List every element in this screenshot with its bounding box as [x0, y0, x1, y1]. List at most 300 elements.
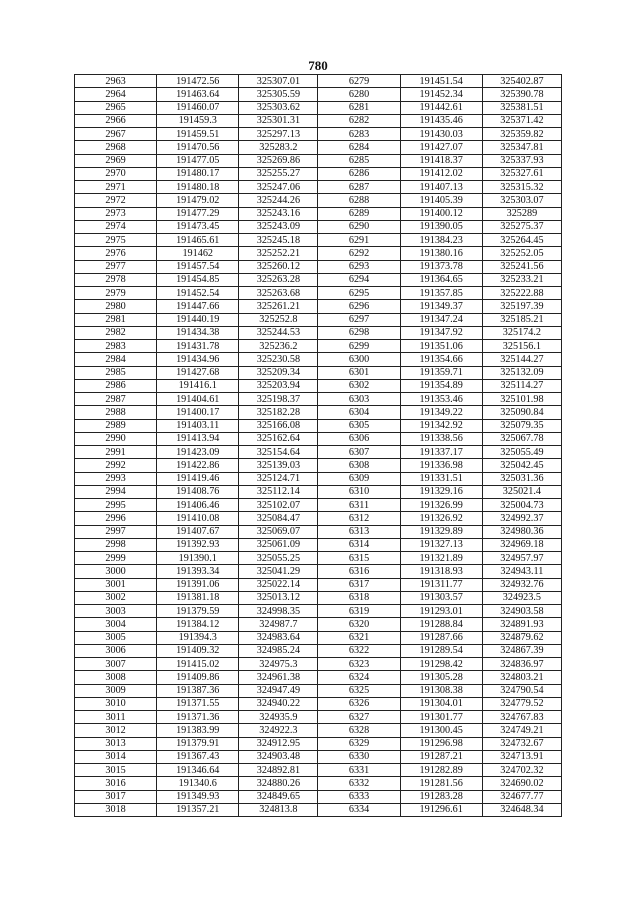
table-row — [75, 247, 562, 260]
x-coordinate-right-cell: 191318.93 — [400, 565, 482, 578]
x-coordinate-left-cell: 191371.55 — [157, 697, 239, 710]
x-coordinate-left-cell: 191434.38 — [157, 326, 239, 339]
point-number-left-cell: 3000 — [75, 565, 157, 578]
table-row — [75, 578, 562, 591]
y-coordinate-right-cell: 324943.11 — [482, 565, 561, 578]
table-row — [75, 618, 562, 631]
point-number-right-cell: 6293 — [318, 260, 400, 273]
point-number-left-cell: 3015 — [75, 764, 157, 777]
point-number-right-cell: 6318 — [318, 591, 400, 604]
point-number-right-cell: 6334 — [318, 803, 400, 816]
x-coordinate-left-cell: 191477.29 — [157, 207, 239, 220]
y-coordinate-left-cell: 325230.58 — [239, 353, 318, 366]
point-number-right-cell: 6313 — [318, 525, 400, 538]
coordinates-table-body — [75, 75, 562, 817]
x-coordinate-right-cell: 191296.98 — [400, 737, 482, 750]
x-coordinate-right-cell: 191329.16 — [400, 485, 482, 498]
point-number-right-cell: 6303 — [318, 393, 400, 406]
y-coordinate-left-cell: 325245.18 — [239, 234, 318, 247]
x-coordinate-left-cell: 191459.3 — [157, 114, 239, 127]
x-coordinate-left-cell: 191400.17 — [157, 406, 239, 419]
y-coordinate-left-cell: 325303.62 — [239, 101, 318, 114]
table-row — [75, 512, 562, 525]
y-coordinate-left-cell: 325260.12 — [239, 260, 318, 273]
x-coordinate-right-cell: 191289.54 — [400, 644, 482, 657]
x-coordinate-right-cell: 191418.37 — [400, 154, 482, 167]
point-number-right-cell: 6305 — [318, 419, 400, 432]
point-number-right-cell: 6319 — [318, 605, 400, 618]
point-number-left-cell: 2969 — [75, 154, 157, 167]
x-coordinate-right-cell: 191331.51 — [400, 472, 482, 485]
y-coordinate-left-cell: 324940.22 — [239, 697, 318, 710]
point-number-left-cell: 2982 — [75, 326, 157, 339]
y-coordinate-right-cell: 324749.21 — [482, 724, 561, 737]
y-coordinate-left-cell: 324892.81 — [239, 764, 318, 777]
y-coordinate-right-cell: 325090.84 — [482, 406, 561, 419]
y-coordinate-left-cell: 325154.64 — [239, 446, 318, 459]
point-number-right-cell: 6330 — [318, 750, 400, 763]
table-row — [75, 684, 562, 697]
table-row — [75, 777, 562, 790]
point-number-right-cell: 6289 — [318, 207, 400, 220]
x-coordinate-right-cell: 191430.03 — [400, 128, 482, 141]
y-coordinate-right-cell: 325042.45 — [482, 459, 561, 472]
y-coordinate-right-cell: 325055.49 — [482, 446, 561, 459]
x-coordinate-left-cell: 191408.76 — [157, 485, 239, 498]
y-coordinate-right-cell: 325079.35 — [482, 419, 561, 432]
y-coordinate-right-cell: 325359.82 — [482, 128, 561, 141]
point-number-right-cell: 6320 — [318, 618, 400, 631]
table-row — [75, 552, 562, 565]
point-number-right-cell: 6283 — [318, 128, 400, 141]
x-coordinate-right-cell: 191287.66 — [400, 631, 482, 644]
page-number: 780 — [308, 58, 328, 73]
x-coordinate-left-cell: 191367.43 — [157, 750, 239, 763]
x-coordinate-left-cell: 191346.64 — [157, 764, 239, 777]
table-row — [75, 260, 562, 273]
point-number-right-cell: 6307 — [318, 446, 400, 459]
y-coordinate-left-cell: 325162.64 — [239, 432, 318, 445]
x-coordinate-right-cell: 191384.23 — [400, 234, 482, 247]
point-number-right-cell: 6329 — [318, 737, 400, 750]
y-coordinate-left-cell: 324935.9 — [239, 711, 318, 724]
point-number-right-cell: 6321 — [318, 631, 400, 644]
point-number-left-cell: 2984 — [75, 353, 157, 366]
x-coordinate-right-cell: 191412.02 — [400, 167, 482, 180]
x-coordinate-left-cell: 191394.3 — [157, 631, 239, 644]
y-coordinate-right-cell: 325327.61 — [482, 167, 561, 180]
x-coordinate-left-cell: 191379.59 — [157, 605, 239, 618]
x-coordinate-right-cell: 191300.45 — [400, 724, 482, 737]
x-coordinate-left-cell: 191413.94 — [157, 432, 239, 445]
y-coordinate-right-cell: 324903.58 — [482, 605, 561, 618]
point-number-right-cell: 6294 — [318, 273, 400, 286]
y-coordinate-left-cell: 325041.29 — [239, 565, 318, 578]
coordinates-table — [74, 74, 562, 817]
y-coordinate-right-cell: 324923.5 — [482, 591, 561, 604]
point-number-right-cell: 6295 — [318, 287, 400, 300]
y-coordinate-right-cell: 325021.4 — [482, 485, 561, 498]
point-number-left-cell: 3002 — [75, 591, 157, 604]
y-coordinate-left-cell: 325301.31 — [239, 114, 318, 127]
table-row — [75, 114, 562, 127]
point-number-left-cell: 2963 — [75, 75, 157, 88]
point-number-left-cell: 2980 — [75, 300, 157, 313]
point-number-right-cell: 6311 — [318, 499, 400, 512]
table-row — [75, 485, 562, 498]
table-row — [75, 472, 562, 485]
x-coordinate-left-cell: 191454.85 — [157, 273, 239, 286]
x-coordinate-left-cell: 191462 — [157, 247, 239, 260]
y-coordinate-left-cell: 325244.53 — [239, 326, 318, 339]
point-number-left-cell: 2993 — [75, 472, 157, 485]
y-coordinate-right-cell: 325252.05 — [482, 247, 561, 260]
y-coordinate-right-cell: 324713.91 — [482, 750, 561, 763]
x-coordinate-right-cell: 191452.34 — [400, 88, 482, 101]
y-coordinate-right-cell: 324732.67 — [482, 737, 561, 750]
point-number-right-cell: 6317 — [318, 578, 400, 591]
table-row — [75, 167, 562, 180]
y-coordinate-left-cell: 325269.86 — [239, 154, 318, 167]
point-number-right-cell: 6324 — [318, 671, 400, 684]
point-number-right-cell: 6282 — [318, 114, 400, 127]
y-coordinate-right-cell: 324891.93 — [482, 618, 561, 631]
table-row — [75, 313, 562, 326]
point-number-right-cell: 6301 — [318, 366, 400, 379]
y-coordinate-right-cell: 325144.27 — [482, 353, 561, 366]
y-coordinate-right-cell: 324677.77 — [482, 790, 561, 803]
point-number-left-cell: 2975 — [75, 234, 157, 247]
y-coordinate-left-cell: 324961.38 — [239, 671, 318, 684]
y-coordinate-right-cell: 325156.1 — [482, 340, 561, 353]
y-coordinate-right-cell: 325347.81 — [482, 141, 561, 154]
table-row — [75, 671, 562, 684]
y-coordinate-right-cell: 325390.78 — [482, 88, 561, 101]
point-number-right-cell: 6285 — [318, 154, 400, 167]
point-number-right-cell: 6287 — [318, 181, 400, 194]
point-number-left-cell: 2968 — [75, 141, 157, 154]
x-coordinate-left-cell: 191457.54 — [157, 260, 239, 273]
x-coordinate-right-cell: 191305.28 — [400, 671, 482, 684]
table-row — [75, 128, 562, 141]
point-number-left-cell: 2998 — [75, 538, 157, 551]
x-coordinate-right-cell: 191400.12 — [400, 207, 482, 220]
point-number-right-cell: 6331 — [318, 764, 400, 777]
x-coordinate-right-cell: 191357.85 — [400, 287, 482, 300]
table-row — [75, 803, 562, 816]
x-coordinate-left-cell: 191409.32 — [157, 644, 239, 657]
y-coordinate-left-cell: 325252.21 — [239, 247, 318, 260]
table-row — [75, 538, 562, 551]
y-coordinate-left-cell: 325243.09 — [239, 220, 318, 233]
x-coordinate-right-cell: 191296.61 — [400, 803, 482, 816]
x-coordinate-right-cell: 191288.84 — [400, 618, 482, 631]
point-number-left-cell: 2977 — [75, 260, 157, 273]
point-number-right-cell: 6298 — [318, 326, 400, 339]
x-coordinate-right-cell: 191337.17 — [400, 446, 482, 459]
point-number-right-cell: 6314 — [318, 538, 400, 551]
table-row — [75, 724, 562, 737]
point-number-left-cell: 2974 — [75, 220, 157, 233]
table-row — [75, 141, 562, 154]
y-coordinate-left-cell: 325022.14 — [239, 578, 318, 591]
x-coordinate-left-cell: 191387.36 — [157, 684, 239, 697]
point-number-left-cell: 2994 — [75, 485, 157, 498]
table-row — [75, 88, 562, 101]
point-number-left-cell: 2979 — [75, 287, 157, 300]
y-coordinate-left-cell: 325209.34 — [239, 366, 318, 379]
x-coordinate-right-cell: 191354.66 — [400, 353, 482, 366]
x-coordinate-right-cell: 191283.28 — [400, 790, 482, 803]
table-row — [75, 101, 562, 114]
point-number-right-cell: 6292 — [318, 247, 400, 260]
y-coordinate-left-cell: 324983.64 — [239, 631, 318, 644]
point-number-left-cell: 3017 — [75, 790, 157, 803]
point-number-right-cell: 6325 — [318, 684, 400, 697]
y-coordinate-left-cell: 324849.65 — [239, 790, 318, 803]
point-number-left-cell: 3013 — [75, 737, 157, 750]
point-number-left-cell: 2987 — [75, 393, 157, 406]
x-coordinate-left-cell: 191434.96 — [157, 353, 239, 366]
x-coordinate-right-cell: 191451.54 — [400, 75, 482, 88]
x-coordinate-right-cell: 191336.98 — [400, 459, 482, 472]
point-number-left-cell: 2997 — [75, 525, 157, 538]
y-coordinate-right-cell: 324767.83 — [482, 711, 561, 724]
y-coordinate-left-cell: 324998.35 — [239, 605, 318, 618]
table-row — [75, 446, 562, 459]
x-coordinate-right-cell: 191373.78 — [400, 260, 482, 273]
y-coordinate-right-cell: 325289 — [482, 207, 561, 220]
y-coordinate-right-cell: 325067.78 — [482, 432, 561, 445]
y-coordinate-left-cell: 325255.27 — [239, 167, 318, 180]
x-coordinate-left-cell: 191381.18 — [157, 591, 239, 604]
point-number-right-cell: 6300 — [318, 353, 400, 366]
x-coordinate-left-cell: 191416.1 — [157, 379, 239, 392]
x-coordinate-left-cell: 191479.02 — [157, 194, 239, 207]
table-row — [75, 287, 562, 300]
x-coordinate-left-cell: 191415.02 — [157, 658, 239, 671]
table-row — [75, 764, 562, 777]
y-coordinate-right-cell: 325132.09 — [482, 366, 561, 379]
y-coordinate-left-cell: 325139.03 — [239, 459, 318, 472]
point-number-left-cell: 3014 — [75, 750, 157, 763]
x-coordinate-left-cell: 191340.6 — [157, 777, 239, 790]
x-coordinate-right-cell: 191326.92 — [400, 512, 482, 525]
y-coordinate-right-cell: 325264.45 — [482, 234, 561, 247]
x-coordinate-right-cell: 191359.71 — [400, 366, 482, 379]
y-coordinate-left-cell: 325084.47 — [239, 512, 318, 525]
x-coordinate-right-cell: 191353.46 — [400, 393, 482, 406]
point-number-left-cell: 3004 — [75, 618, 157, 631]
point-number-left-cell: 2999 — [75, 552, 157, 565]
x-coordinate-right-cell: 191308.38 — [400, 684, 482, 697]
point-number-left-cell: 3010 — [75, 697, 157, 710]
x-coordinate-left-cell: 191463.64 — [157, 88, 239, 101]
y-coordinate-right-cell: 324992.37 — [482, 512, 561, 525]
x-coordinate-left-cell: 191452.54 — [157, 287, 239, 300]
x-coordinate-left-cell: 191391.06 — [157, 578, 239, 591]
point-number-right-cell: 6296 — [318, 300, 400, 313]
y-coordinate-left-cell: 325263.68 — [239, 287, 318, 300]
x-coordinate-right-cell: 191427.07 — [400, 141, 482, 154]
point-number-right-cell: 6315 — [318, 552, 400, 565]
table-row — [75, 194, 562, 207]
y-coordinate-left-cell: 324880.26 — [239, 777, 318, 790]
y-coordinate-left-cell: 325182.28 — [239, 406, 318, 419]
y-coordinate-left-cell: 325055.25 — [239, 552, 318, 565]
point-number-left-cell: 2972 — [75, 194, 157, 207]
x-coordinate-left-cell: 191431.78 — [157, 340, 239, 353]
x-coordinate-right-cell: 191327.13 — [400, 538, 482, 551]
y-coordinate-left-cell: 325166.08 — [239, 419, 318, 432]
x-coordinate-right-cell: 191407.13 — [400, 181, 482, 194]
table-row — [75, 432, 562, 445]
y-coordinate-right-cell: 324836.97 — [482, 658, 561, 671]
y-coordinate-right-cell: 325303.07 — [482, 194, 561, 207]
point-number-left-cell: 2978 — [75, 273, 157, 286]
table-row — [75, 565, 562, 578]
y-coordinate-right-cell: 325004.73 — [482, 499, 561, 512]
point-number-right-cell: 6304 — [318, 406, 400, 419]
point-number-left-cell: 3018 — [75, 803, 157, 816]
point-number-left-cell: 3011 — [75, 711, 157, 724]
table-row — [75, 605, 562, 618]
point-number-left-cell: 3005 — [75, 631, 157, 644]
x-coordinate-left-cell: 191480.18 — [157, 181, 239, 194]
point-number-right-cell: 6297 — [318, 313, 400, 326]
y-coordinate-right-cell: 325233.21 — [482, 273, 561, 286]
y-coordinate-right-cell: 325185.21 — [482, 313, 561, 326]
point-number-left-cell: 2991 — [75, 446, 157, 459]
table-row — [75, 525, 562, 538]
point-number-left-cell: 2996 — [75, 512, 157, 525]
x-coordinate-left-cell: 191470.56 — [157, 141, 239, 154]
point-number-left-cell: 3012 — [75, 724, 157, 737]
y-coordinate-right-cell: 325315.32 — [482, 181, 561, 194]
y-coordinate-left-cell: 325243.16 — [239, 207, 318, 220]
x-coordinate-left-cell: 191440.19 — [157, 313, 239, 326]
x-coordinate-right-cell: 191349.37 — [400, 300, 482, 313]
y-coordinate-left-cell: 324947.49 — [239, 684, 318, 697]
x-coordinate-right-cell: 191303.57 — [400, 591, 482, 604]
table-row — [75, 340, 562, 353]
table-row — [75, 273, 562, 286]
point-number-right-cell: 6288 — [318, 194, 400, 207]
point-number-left-cell: 3003 — [75, 605, 157, 618]
x-coordinate-left-cell: 191409.86 — [157, 671, 239, 684]
point-number-left-cell: 2964 — [75, 88, 157, 101]
y-coordinate-left-cell: 325124.71 — [239, 472, 318, 485]
y-coordinate-right-cell: 324790.54 — [482, 684, 561, 697]
y-coordinate-left-cell: 325198.37 — [239, 393, 318, 406]
x-coordinate-right-cell: 191293.01 — [400, 605, 482, 618]
table-row — [75, 750, 562, 763]
y-coordinate-right-cell: 325275.37 — [482, 220, 561, 233]
y-coordinate-left-cell: 325263.28 — [239, 273, 318, 286]
y-coordinate-right-cell: 324648.34 — [482, 803, 561, 816]
x-coordinate-left-cell: 191384.12 — [157, 618, 239, 631]
point-number-right-cell: 6327 — [318, 711, 400, 724]
y-coordinate-right-cell: 325402.87 — [482, 75, 561, 88]
point-number-right-cell: 6323 — [318, 658, 400, 671]
x-coordinate-right-cell: 191329.89 — [400, 525, 482, 538]
point-number-left-cell: 2988 — [75, 406, 157, 419]
point-number-right-cell: 6290 — [318, 220, 400, 233]
x-coordinate-right-cell: 191282.89 — [400, 764, 482, 777]
x-coordinate-right-cell: 191390.05 — [400, 220, 482, 233]
y-coordinate-right-cell: 324879.62 — [482, 631, 561, 644]
point-number-left-cell: 2985 — [75, 366, 157, 379]
y-coordinate-left-cell: 325102.07 — [239, 499, 318, 512]
x-coordinate-right-cell: 191347.24 — [400, 313, 482, 326]
y-coordinate-left-cell: 324912.95 — [239, 737, 318, 750]
y-coordinate-left-cell: 324975.3 — [239, 658, 318, 671]
y-coordinate-right-cell: 325114.27 — [482, 379, 561, 392]
table-row — [75, 499, 562, 512]
point-number-left-cell: 2971 — [75, 181, 157, 194]
table-row — [75, 181, 562, 194]
y-coordinate-right-cell: 324957.97 — [482, 552, 561, 565]
x-coordinate-right-cell: 191380.16 — [400, 247, 482, 260]
y-coordinate-left-cell: 325061.09 — [239, 538, 318, 551]
point-number-right-cell: 6286 — [318, 167, 400, 180]
table-row — [75, 75, 562, 88]
table-row — [75, 658, 562, 671]
point-number-right-cell: 6333 — [318, 790, 400, 803]
x-coordinate-left-cell: 191392.93 — [157, 538, 239, 551]
table-row — [75, 631, 562, 644]
x-coordinate-left-cell: 191460.07 — [157, 101, 239, 114]
x-coordinate-left-cell: 191379.91 — [157, 737, 239, 750]
x-coordinate-left-cell: 191393.34 — [157, 565, 239, 578]
table-row — [75, 644, 562, 657]
point-number-left-cell: 2967 — [75, 128, 157, 141]
table-row — [75, 366, 562, 379]
table-row — [75, 393, 562, 406]
y-coordinate-left-cell: 324813.8 — [239, 803, 318, 816]
x-coordinate-left-cell: 191403.11 — [157, 419, 239, 432]
table-row — [75, 220, 562, 233]
x-coordinate-right-cell: 191364.65 — [400, 273, 482, 286]
x-coordinate-right-cell: 191342.92 — [400, 419, 482, 432]
x-coordinate-left-cell: 191407.67 — [157, 525, 239, 538]
x-coordinate-left-cell: 191427.68 — [157, 366, 239, 379]
y-coordinate-right-cell: 325174.2 — [482, 326, 561, 339]
y-coordinate-left-cell: 324903.48 — [239, 750, 318, 763]
point-number-left-cell: 3009 — [75, 684, 157, 697]
y-coordinate-right-cell: 325337.93 — [482, 154, 561, 167]
x-coordinate-right-cell: 191301.77 — [400, 711, 482, 724]
point-number-left-cell: 3008 — [75, 671, 157, 684]
x-coordinate-left-cell: 191383.99 — [157, 724, 239, 737]
table-row — [75, 459, 562, 472]
point-number-left-cell: 2983 — [75, 340, 157, 353]
y-coordinate-right-cell: 324690.02 — [482, 777, 561, 790]
y-coordinate-left-cell: 324922.3 — [239, 724, 318, 737]
y-coordinate-left-cell: 325244.26 — [239, 194, 318, 207]
x-coordinate-left-cell: 191410.08 — [157, 512, 239, 525]
point-number-left-cell: 2973 — [75, 207, 157, 220]
table-row — [75, 697, 562, 710]
x-coordinate-left-cell: 191480.17 — [157, 167, 239, 180]
table-row — [75, 234, 562, 247]
point-number-right-cell: 6309 — [318, 472, 400, 485]
x-coordinate-left-cell: 191349.93 — [157, 790, 239, 803]
point-number-right-cell: 6299 — [318, 340, 400, 353]
point-number-left-cell: 2989 — [75, 419, 157, 432]
table-row — [75, 790, 562, 803]
y-coordinate-left-cell: 324987.7 — [239, 618, 318, 631]
